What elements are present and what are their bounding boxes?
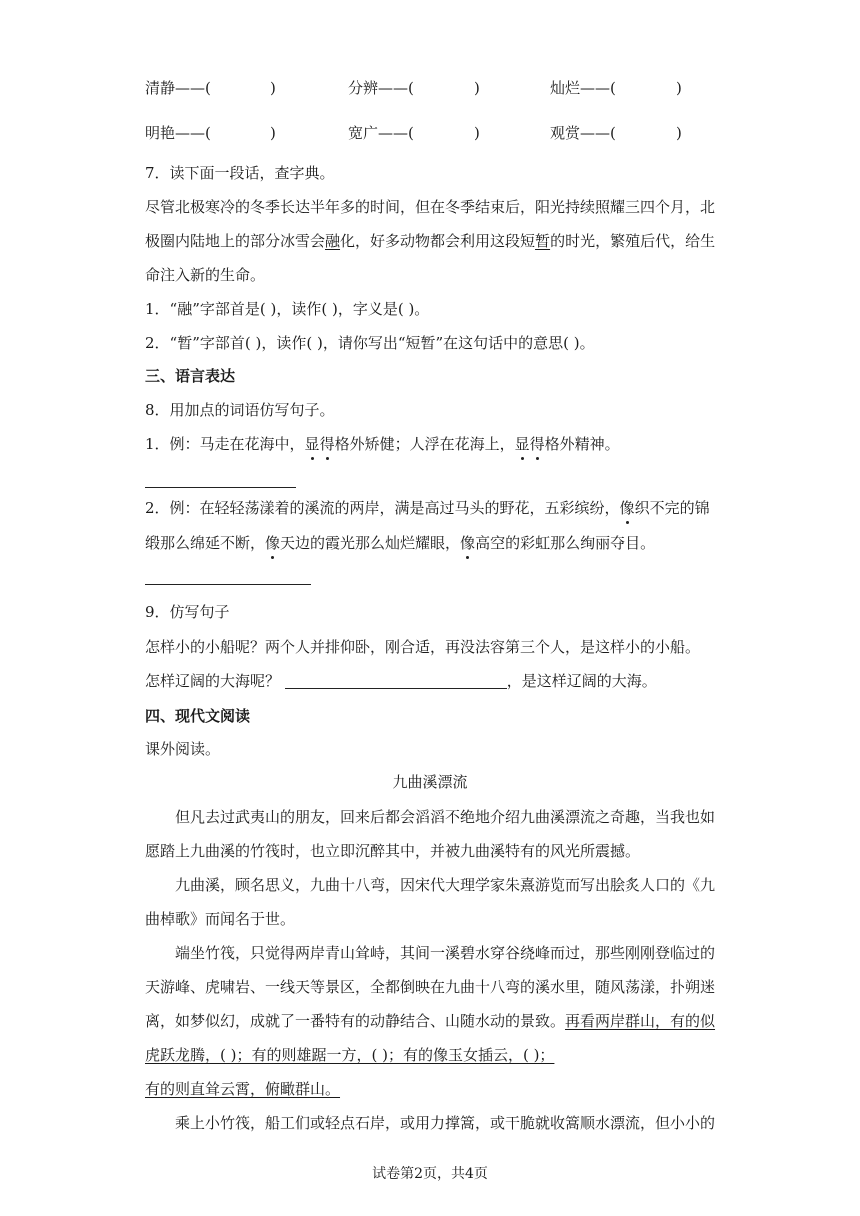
q7-sub2: 2．“暂”字部首( )，读作( )，请你写出“短暂”在这句话中的意思( )。 — [145, 334, 595, 352]
q7-para-line3: 命注入新的生命。 — [145, 266, 266, 284]
q7-para-line2: 极圈内陆地上的部分冰雪会融化，好多动物都会利用这段短暂的时光，繁殖后代，给生 — [145, 232, 716, 250]
pair-close-2: ) — [474, 79, 480, 97]
underlined-sentence-start: 再看两岸群山，有的似 — [565, 1012, 716, 1030]
p2-line2: 曲棹歌》而闻名于世。 — [145, 910, 296, 928]
page-footer: 试卷第2页，共4页 — [372, 1166, 488, 1182]
p4-line1: 乘上小竹筏，船工们或轻点石岸，或用力撑篙，或干脆就收篙顺水漂流，但小小的 — [175, 1114, 716, 1132]
section-four-title: 四、现代文阅读 — [145, 707, 251, 725]
pair-close-5: ) — [474, 124, 480, 142]
pair-close-6: ) — [676, 124, 682, 142]
pair-word-3: 灿烂——( — [550, 79, 616, 97]
p2-line1: 九曲溪，顾名思义，九曲十八弯，因宋代大理学家朱熹游览而写出脍炙人口的《九 — [175, 876, 716, 894]
q8-example2-line2: 缎那么绵延不断，像天边的霞光那么灿烂耀眼，像高空的彩虹那么绚丽夺目。 — [145, 534, 656, 552]
q9-prompt: 怎样辽阔的大海呢？ ，是这样辽阔的大海。 — [145, 672, 657, 690]
pair-word-6: 观赏——( — [550, 124, 616, 142]
p3-line1: 端坐竹筏，只觉得两岸青山耸峙，其间一溪碧水穿谷绕峰而过，那些刚刚登临过的 — [175, 944, 716, 962]
q9-answer-blank[interactable] — [285, 672, 507, 689]
q8-example1: 1．例：马走在花海中，显得格外矫健；人浮在花海上，显得格外精神。 — [145, 435, 620, 453]
reading-intro: 课外阅读。 — [145, 740, 221, 758]
pair-close-1: ) — [270, 79, 276, 97]
underlined-rong: 融 — [325, 232, 341, 250]
q8-example2-line1: 2．例：在轻轻荡漾着的溪流的两岸，满是高过马头的野花，五彩缤纷，像织不完的锦 — [145, 499, 710, 517]
q9-heading: 9．仿写句子 — [145, 603, 230, 621]
p3-line2: 天游峰、虎啸岩、一线天等景区，全都倒映在九曲十八弯的溪水里，随风荡漾，扑朔迷 — [145, 978, 716, 996]
underlined-zan: 暂 — [535, 232, 551, 250]
p1-line2: 愿踏上九曲溪的竹筏时，也立即沉醉其中，并被九曲溪特有的风光所震撼。 — [145, 842, 641, 860]
pair-close-4: ) — [270, 124, 276, 142]
q8-answer-line-2[interactable] — [145, 584, 311, 585]
q7-sub1: 1．“融”字部首是( )，读作( )，字义是( )。 — [145, 300, 430, 318]
pair-word-5: 宽广——( — [348, 124, 414, 142]
q9-example: 怎样小的小船呢？两个人并排仰卧，刚合适，再没法容第三个人，是这样小的小船。 — [145, 638, 701, 656]
pair-close-3: ) — [676, 79, 682, 97]
reading-title: 九曲溪漂流 — [392, 773, 468, 791]
q8-answer-line-1[interactable] — [145, 487, 296, 488]
p1-line1: 但凡去过武夷山的朋友，回来后都会滔滔不绝地介绍九曲溪漂流之奇趣，当我也如 — [175, 808, 716, 826]
pair-word-1: 清静——( — [145, 79, 211, 97]
pair-word-2: 分辨——( — [348, 79, 414, 97]
section-three-title: 三、语言表达 — [145, 367, 236, 385]
q7-para-line1: 尽管北极寒冷的冬季长达半年多的时间，但在冬季结束后，阳光持续照耀三四个月，北 — [145, 198, 716, 216]
p3-line3: 离，如梦似幻，成就了一番特有的动静结合、山随水动的景致。再看两岸群山，有的似 — [145, 1012, 716, 1030]
p3-line4-underlined: 虎跃龙腾，( )；有的则雄踞一方，( )；有的像玉女插云，( )； — [145, 1046, 555, 1064]
q8-heading: 8．用加点的词语仿写句子。 — [145, 401, 335, 419]
pair-word-4: 明艳——( — [145, 124, 211, 142]
p3-line5-underlined: 有的则直耸云霄，俯瞰群山。 — [145, 1080, 341, 1098]
q7-heading: 7．读下面一段话，查字典。 — [145, 164, 335, 182]
